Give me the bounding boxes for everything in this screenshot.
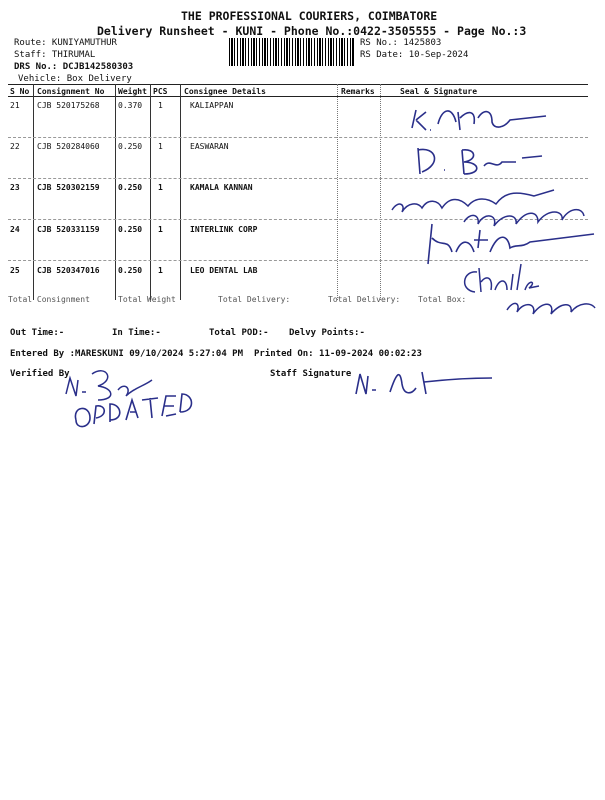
row-pcs: 1	[158, 142, 163, 151]
row-consignment: CJB 520175268	[37, 101, 100, 110]
signature-row5	[455, 260, 605, 320]
company-title: THE PROFESSIONAL COURIERS, COIMBATORE	[181, 9, 438, 23]
row-sno: 25	[10, 266, 20, 275]
in-time: In Time:-	[112, 328, 161, 338]
totals-cut-line	[8, 295, 478, 308]
header-consignee: Consignee Details	[184, 87, 266, 96]
delvy-points: Delvy Points:-	[289, 328, 365, 338]
header-pcs: PCS	[153, 87, 168, 96]
total-consignment-cut: Total Consignment	[8, 295, 90, 304]
row-weight: 0.370	[118, 101, 143, 110]
route-label: Route: KUNIYAMUTHUR	[14, 38, 117, 48]
row-consignee: KALIAPPAN	[190, 101, 234, 110]
signature-row2	[412, 140, 562, 180]
row-consignment: CJB 520302159	[37, 183, 100, 192]
row-pcs: 1	[158, 266, 163, 275]
runsheet-title: Delivery Runsheet - KUNI - Phone No.:0422-3505555 - Page No.:3	[97, 24, 527, 38]
staff-signature	[352, 364, 502, 404]
header-sno: S No	[10, 87, 30, 96]
rs-number: RS No.: 1425803	[360, 38, 442, 48]
row-pcs: 1	[158, 183, 163, 192]
table-header-rule	[8, 96, 588, 97]
row-pcs: 1	[158, 101, 163, 110]
entered-by: Entered By :MARESKUNI 09/10/2024 5:27:04 PM	[10, 349, 243, 359]
total-box-cut: Total Box:	[418, 295, 467, 304]
row-consignment: CJB 520347016	[37, 266, 100, 275]
row-weight: 0.250	[118, 183, 143, 192]
total-weight-cut: Total Weight	[118, 295, 176, 304]
col-divider	[337, 84, 338, 300]
row-consignee: LEO DENTAL LAB	[190, 266, 258, 275]
header-consignment: Consignment No	[37, 87, 105, 96]
col-divider	[33, 84, 34, 300]
vehicle-label: Vehicle: Box Delivery	[18, 74, 132, 84]
row-consignment: CJB 520284060	[37, 142, 100, 151]
row-sno: 22	[10, 142, 20, 151]
barcode	[229, 38, 355, 66]
row-sno: 24	[10, 225, 20, 234]
col-divider	[115, 84, 116, 300]
row-weight: 0.250	[118, 225, 143, 234]
row-consignee: INTERLINK CORP	[190, 225, 258, 234]
col-divider	[150, 84, 151, 300]
row-weight: 0.250	[118, 266, 143, 275]
col-divider	[180, 84, 181, 300]
row-consignee: EASWARAN	[190, 142, 229, 151]
out-time: Out Time:-	[10, 328, 65, 338]
row-consignee: KAMALA KANNAN	[190, 183, 253, 192]
row-weight: 0.250	[118, 142, 143, 151]
rs-date: RS Date: 10-Sep-2024	[360, 50, 469, 60]
total-delivery-cut: Total Delivery:	[218, 295, 291, 304]
drs-number: DRS No.: DCJB142580303	[14, 62, 134, 72]
printed-on: Printed On: 11-09-2024 00:02:23	[254, 349, 422, 359]
staff-signature-label: Staff Signature	[270, 369, 352, 379]
total-pod: Total POD:-	[209, 328, 269, 338]
table-top-rule	[8, 84, 588, 85]
row-sno: 21	[10, 101, 20, 110]
header-signature: Seal & Signature	[400, 87, 478, 96]
verified-signature	[62, 360, 202, 440]
header-weight: Weight	[118, 87, 147, 96]
verified-by: Verified By	[10, 369, 70, 379]
col-divider	[380, 84, 381, 300]
row-sno: 23	[10, 183, 20, 192]
row-consignment: CJB 520331159	[37, 225, 100, 234]
total-delivery-cut-2: Total Delivery:	[328, 295, 401, 304]
signature-row1	[408, 100, 558, 140]
row-pcs: 1	[158, 225, 163, 234]
staff-label: Staff: THIRUMAL	[14, 50, 96, 60]
header-remarks: Remarks	[341, 87, 375, 96]
